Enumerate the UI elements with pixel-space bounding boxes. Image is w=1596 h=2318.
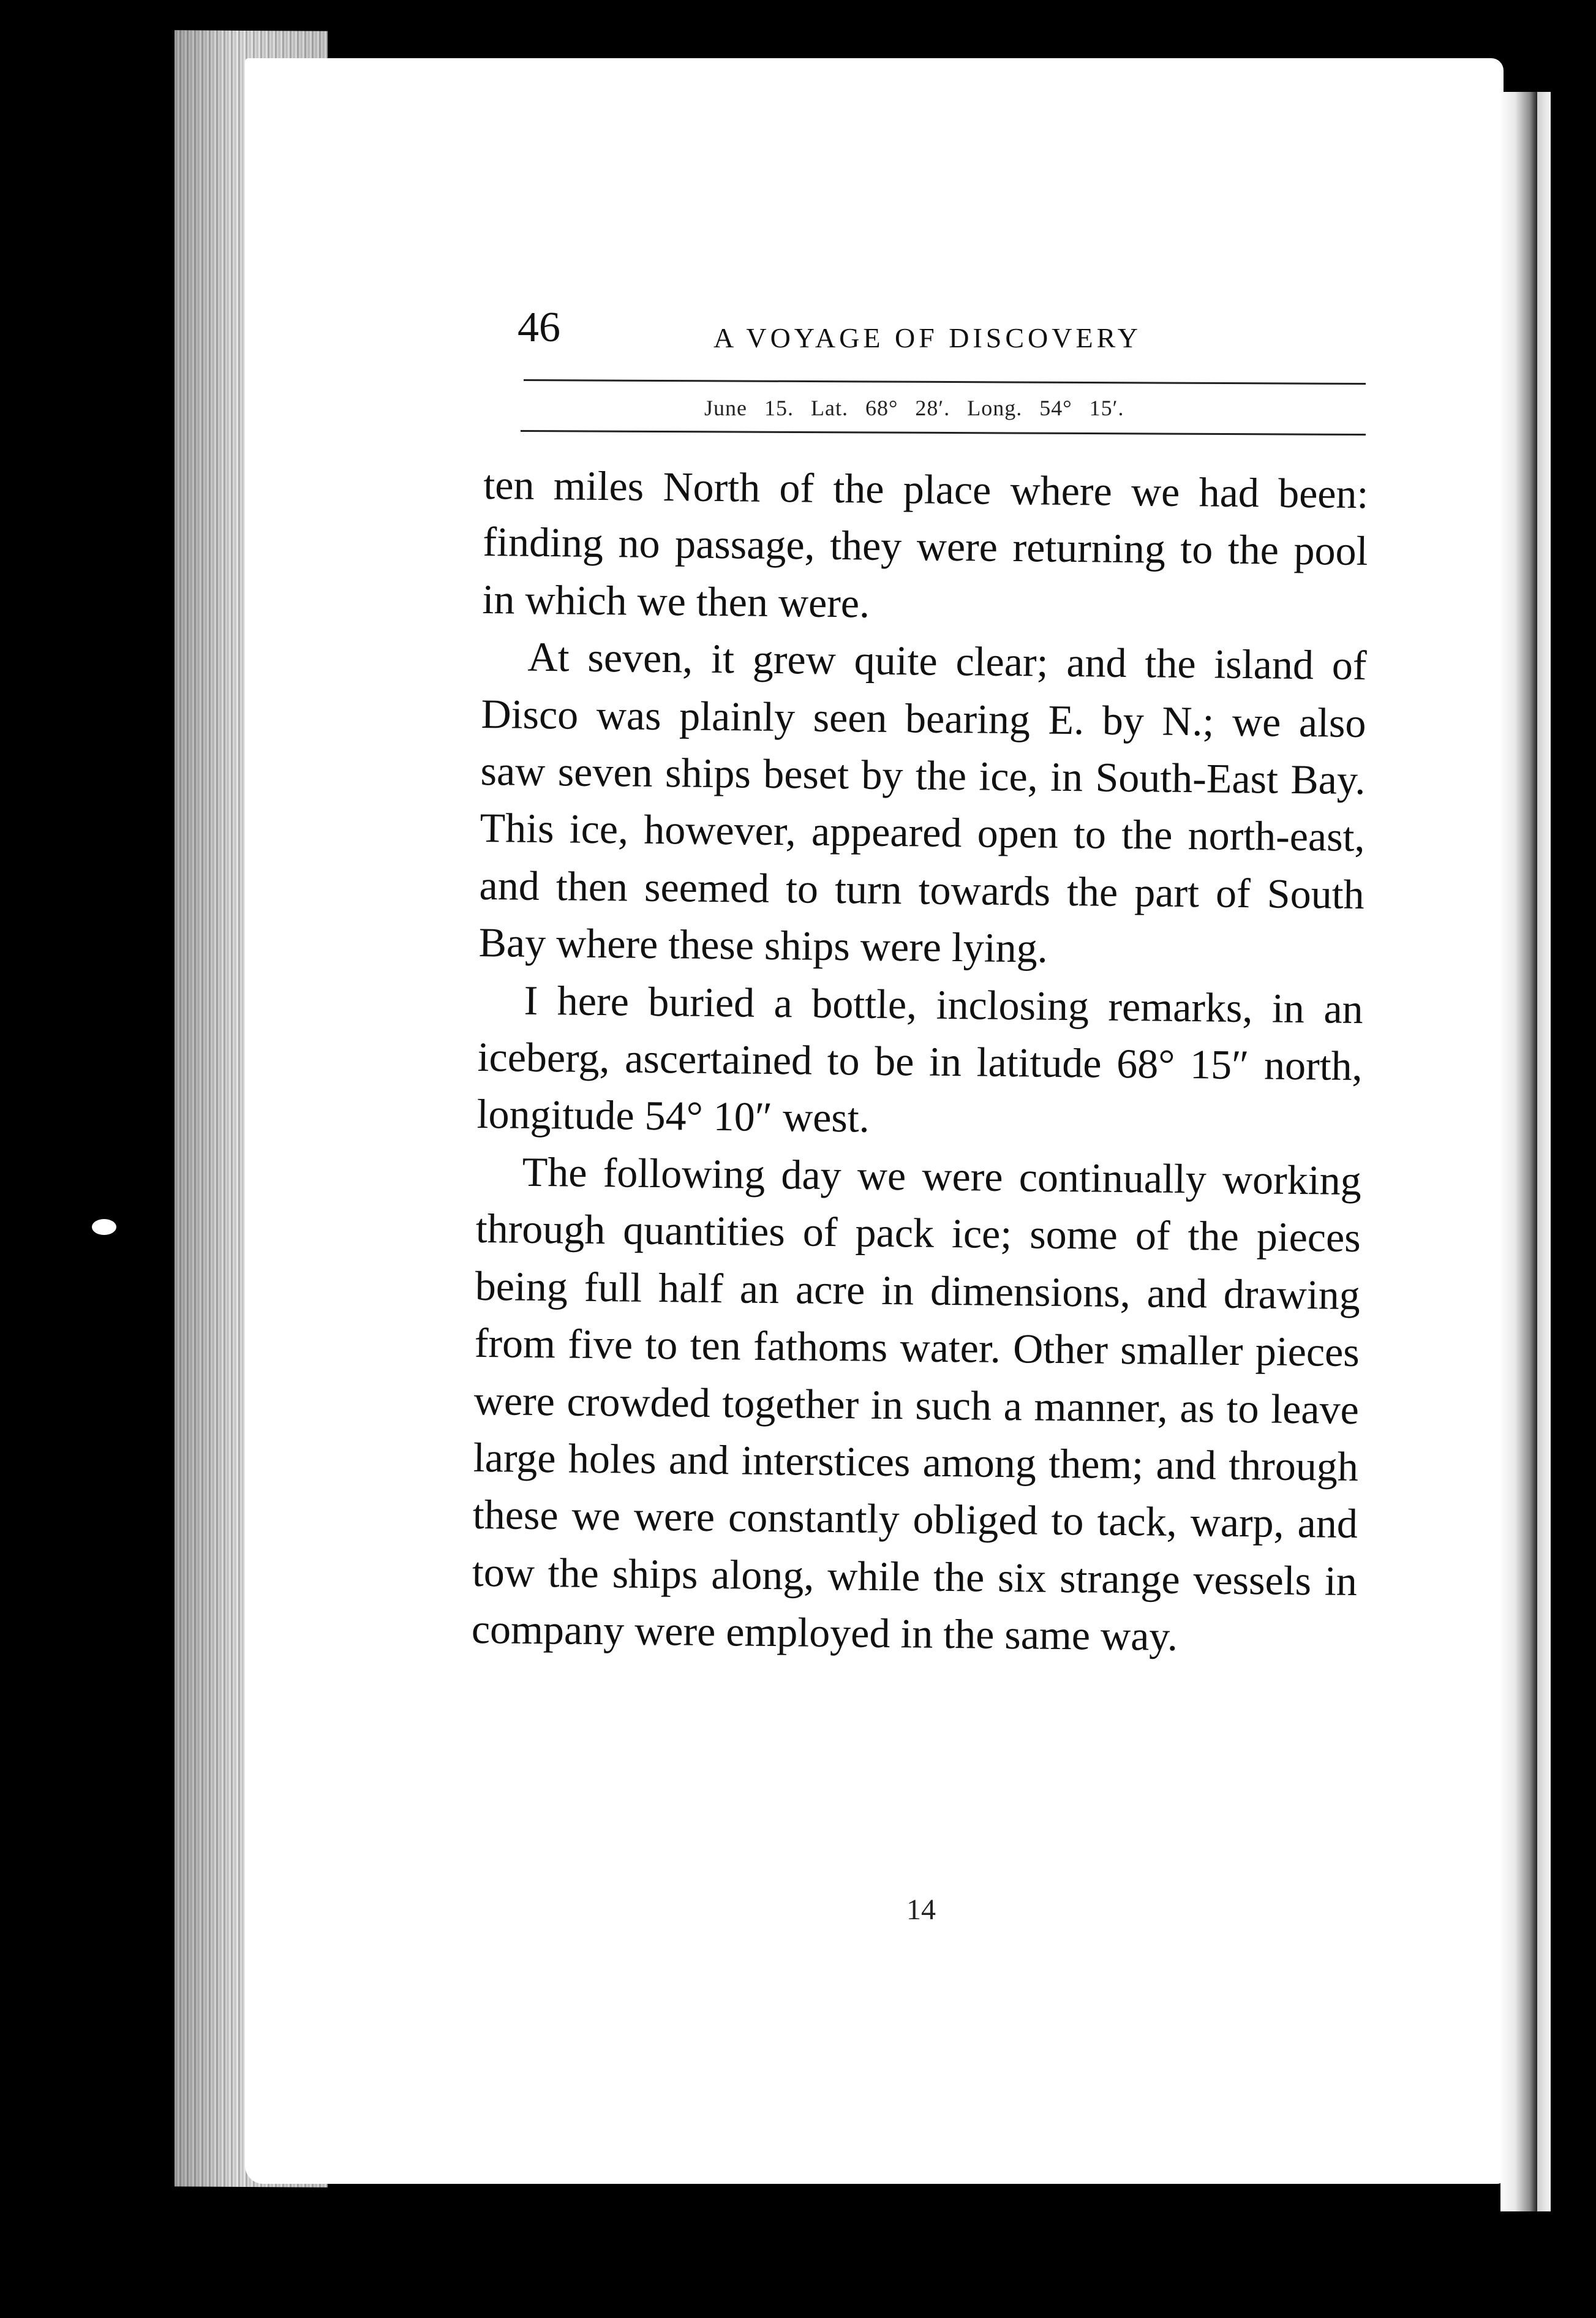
paragraph: ten miles North of the place where we had been: finding no passage, they were returning to the pool in which we then were. — [482, 461, 1369, 627]
page-number: 46 — [518, 304, 560, 351]
paragraph: The following day we were continually working through quantities of pack ice; some of the pieces being full half an acre in dimensions, and drawing from five to ten fathoms water. Other smaller pieces were crowded together in such a manner, as to leave large holes and interstices among them; and through these we were constantly obliged to tack, warp, and tow the ships along, while the six strange vessels in company were employed in the same way. — [471, 1148, 1362, 1660]
page-header — [518, 303, 1363, 377]
dateline: June 15. Lat. 68° 28′. Long. 54° 15′. — [704, 396, 1124, 420]
paragraph: I here buried a bottle, inclosing remarks, in an iceberg, ascertained to be in latitude 68° 15″ north, longitude 54° 10″ west. — [476, 976, 1364, 1142]
running-title: A VOYAGE OF DISCOVERY — [713, 322, 1142, 353]
signature-mark: 14 — [906, 1893, 936, 1926]
body-text — [471, 456, 1368, 1667]
next-page-inner-edge — [1537, 92, 1551, 2211]
edge-speck — [1467, 2172, 1474, 2179]
paragraph: At seven, it grew quite clear; and the island of Disco was plainly seen bearing E. by N.; we also saw seven ships beset by the ice, in South-East Bay. This ice, however, appeared open to the north-east, and then seemed to turn towards the part of South Bay where these ships were lying. — [478, 633, 1367, 972]
next-page-edge — [1500, 92, 1537, 2211]
edge-speck — [92, 1219, 116, 1235]
